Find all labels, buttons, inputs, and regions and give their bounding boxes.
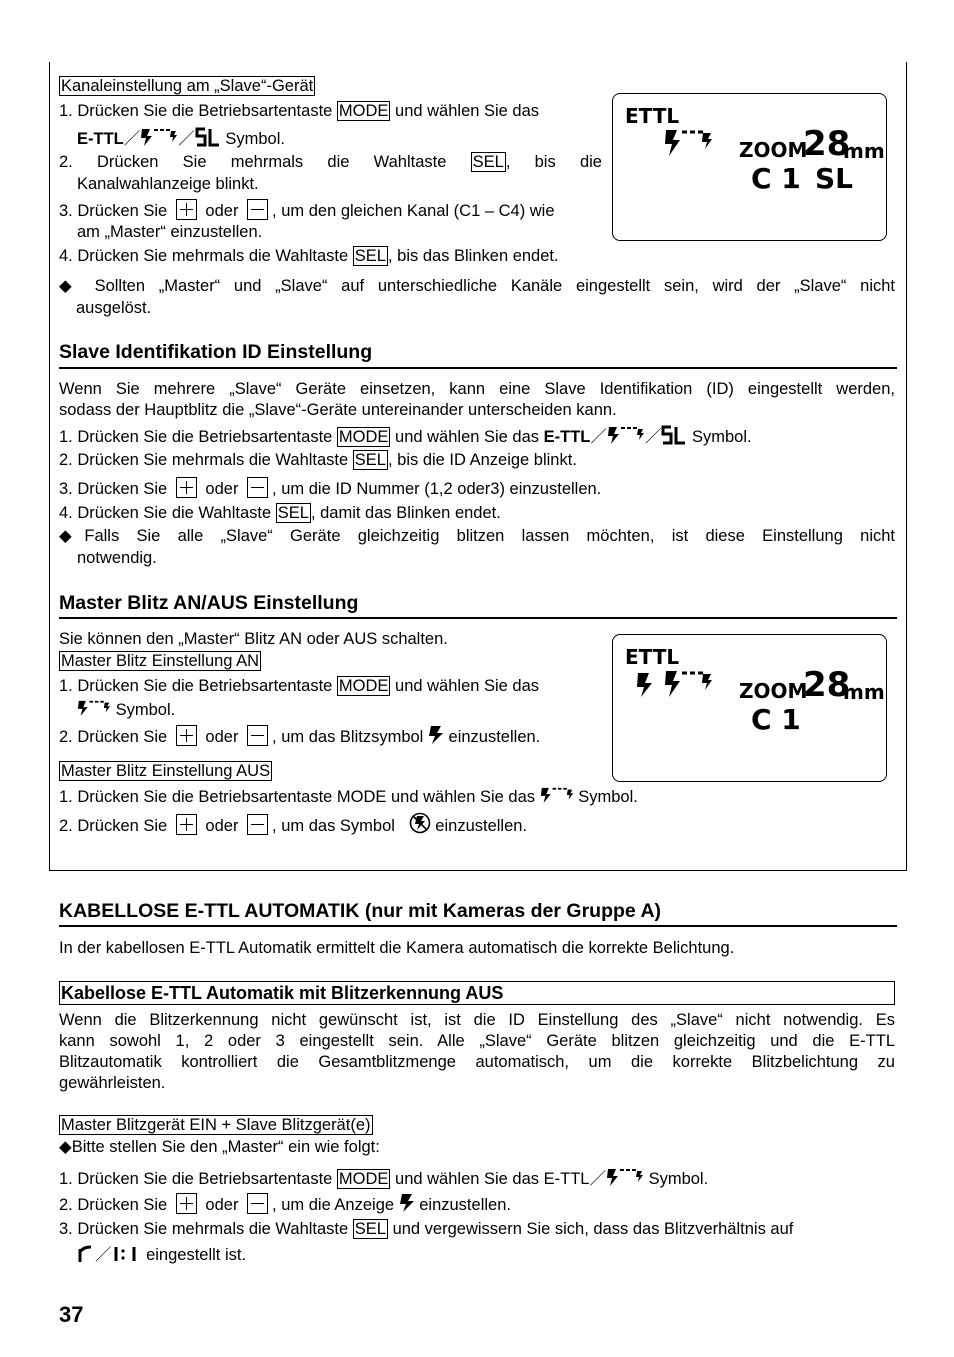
wireless-flash-icon: [140, 127, 178, 147]
minus-key-icon: [247, 814, 268, 835]
wireless-flash-icon: [607, 425, 645, 445]
flash-icon: [635, 671, 653, 699]
plus-key-icon: [176, 477, 197, 498]
auto-intro: In der kabellosen E-TTL Automatik ermittelt die Kamera automatisch die korrekte Belichtung.: [59, 939, 735, 957]
master-slave-note: ◆Bitte stellen Sie den „Master“ ein wie folgt:: [59, 1138, 380, 1156]
channel-step-3-cont: am „Master“ einzustellen.: [77, 223, 263, 241]
wireless-flash-icon: [663, 669, 713, 699]
lcd-ettl: ETTL: [625, 104, 680, 128]
wireless-flash-icon: [606, 1167, 644, 1187]
lcd-display-channel: [612, 93, 887, 241]
auto-heading-rule: [59, 925, 897, 927]
minus-key-icon: [247, 477, 268, 498]
lcd-zoom: ZOOM: [739, 679, 808, 703]
auto-sub-heading: Kabellose E-TTL Automatik mit Blitzerkennung AUS: [59, 981, 895, 1005]
master-on-step-1: 1. Drücken Sie die Betriebsartentaste MODE und wählen Sie das: [59, 677, 540, 695]
plus-key-icon: [176, 1193, 197, 1214]
id-note-cont: notwendig.: [77, 549, 157, 567]
auto-heading: KABELLOSE E-TTL AUTOMATIK (nur mit Kameras der Gruppe A): [59, 900, 662, 922]
channel-title: Kanaleinstellung am „Slave“-Gerät: [61, 77, 314, 95]
plus-key-icon: [176, 814, 197, 835]
id-step-4: 4. Drücken Sie die Wahltaste SEL , damit das Blinken endet.: [59, 504, 501, 522]
flash-off-icon: [409, 812, 431, 834]
auto-step-3-cont: ／ eingestellt ist.: [77, 1243, 246, 1265]
flash-icon: [399, 1193, 415, 1213]
minus-key-icon: [247, 199, 268, 220]
page-number: 37: [59, 1302, 84, 1327]
master-on-step-2: 2. Drücken Sie oder , um das Blitzsymbol einzustellen.: [59, 725, 540, 747]
ratio-r-icon: [77, 1243, 95, 1263]
ratio-1-1-icon: [112, 1243, 142, 1263]
id-step-1: 1. Drücken Sie die Betriebsartentaste MODE und wählen Sie das E-TTL／ ／ Symbol.: [59, 425, 752, 447]
master-off-step-2: 2. Drücken Sie oder , um das Symbol einzustellen.: [59, 812, 527, 836]
channel-step-3: 3. Drücken Sie oder , um den gleichen Kanal (C1 – C4) wie: [59, 199, 555, 221]
slave-sl-icon: [661, 425, 687, 445]
lcd-slave: SL: [815, 162, 854, 195]
lcd-mm: mm: [843, 139, 885, 163]
master-off-step-1: 1. Drücken Sie die Betriebsartentaste MODE und wählen Sie das Symbol.: [59, 785, 638, 807]
id-note: ◆Falls Sie alle „Slave“ Geräte gleichzeitig blitzen lassen möchten, ist diese Einstellung nicht: [59, 527, 895, 545]
auto-step-2: 2. Drücken Sie oder , um die Anzeige einzustellen.: [59, 1193, 511, 1215]
master-heading-rule: [59, 617, 897, 619]
auto-step-3: 3. Drücken Sie mehrmals die Wahltaste SEL und vergewissern Sie sich, dass das Blitzverhältnis auf: [59, 1220, 794, 1238]
slave-sl-icon: [195, 127, 221, 147]
auto-paragraph-4: gewährleisten.: [59, 1074, 166, 1092]
lcd-channel: C 1: [751, 703, 801, 736]
wireless-flash-icon: [77, 698, 111, 718]
auto-paragraph-1: Wenn die Blitzerkennung nicht gewünscht ist, ist die ID Einstellung des „Slave“ nicht notwendig. Es: [59, 1011, 895, 1029]
channel-note: ◆ Sollten „Master“ und „Slave“ auf unterschiedliche Kanäle eingestellt sein, wird der „Slave“ nicht: [59, 277, 895, 295]
channel-step-2-cont: Kanalwahlanzeige blinkt.: [77, 175, 259, 193]
lcd-zoom-value: 28: [803, 124, 851, 164]
id-paragraph-1: Wenn Sie mehrere „Slave“ Geräte einsetzen, kann eine Slave Identifikation (ID) eingestellt werden,: [59, 380, 895, 398]
master-heading: Master Blitz AN/AUS Einstellung: [59, 592, 359, 614]
lcd-zoom-value: 28: [803, 665, 851, 705]
id-step-2: 2. Drücken Sie mehrmals die Wahltaste SEL , bis die ID Anzeige blinkt.: [59, 451, 577, 469]
lcd-zoom: ZOOM: [739, 138, 808, 162]
plus-key-icon: [176, 199, 197, 220]
master-off-title: Master Blitz Einstellung AUS: [61, 762, 271, 780]
channel-step-4: 4. Drücken Sie mehrmals die Wahltaste SEL , bis das Blinken endet.: [59, 247, 559, 265]
lcd-channel: C 1: [751, 162, 801, 195]
channel-step-1: 1. Drücken Sie die Betriebsartentaste MODE und wählen Sie das: [59, 102, 540, 120]
master-slave-title: Master Blitzgerät EIN + Slave Blitzgerät(e): [61, 1116, 371, 1134]
minus-key-icon: [247, 725, 268, 746]
auto-step-1: 1. Drücken Sie die Betriebsartentaste MODE und wählen Sie das E-TTL／ Symbol.: [59, 1167, 708, 1189]
master-paragraph: Sie können den „Master“ Blitz AN oder AUS schalten.: [59, 630, 448, 648]
lcd-ettl: ETTL: [625, 645, 680, 669]
master-on-title: Master Blitz Einstellung AN: [61, 652, 260, 670]
channel-note-cont: ausgelöst.: [76, 299, 152, 317]
id-step-3: 3. Drücken Sie oder , um die ID Nummer (1,2 oder3) einzustellen.: [59, 477, 601, 499]
wireless-flash-icon: [663, 128, 713, 158]
auto-paragraph-3: Blitzautomatik kontrolliert die Gesamtblitzmenge automatisch, um die korrekte Blitzbelichtung zu: [59, 1053, 895, 1071]
channel-step-2: 2. Drücken Sie mehrmals die Wahltaste SEL , bis die: [59, 153, 602, 171]
lcd-mm: mm: [843, 680, 885, 704]
id-heading-rule: [59, 367, 897, 369]
minus-key-icon: [247, 1193, 268, 1214]
id-heading: Slave Identifikation ID Einstellung: [59, 341, 373, 363]
auto-paragraph-2: kann sowohl 1, 2 oder 3 eingestellt sein. Alle „Slave“ Geräte blitzen gleichzeitig und die E-TTL: [59, 1032, 895, 1050]
id-paragraph-2: sodass der Hauptblitz die „Slave“-Geräte untereinander unterscheiden kann.: [59, 401, 617, 419]
wireless-flash-icon: [540, 785, 574, 805]
channel-step-1-symbol: E-TTL／ ／ Symbol.: [77, 127, 285, 149]
flash-icon: [428, 725, 444, 745]
lcd-display-master: [612, 634, 887, 782]
plus-key-icon: [176, 725, 197, 746]
master-on-step-1-symbol: Symbol.: [77, 698, 175, 720]
